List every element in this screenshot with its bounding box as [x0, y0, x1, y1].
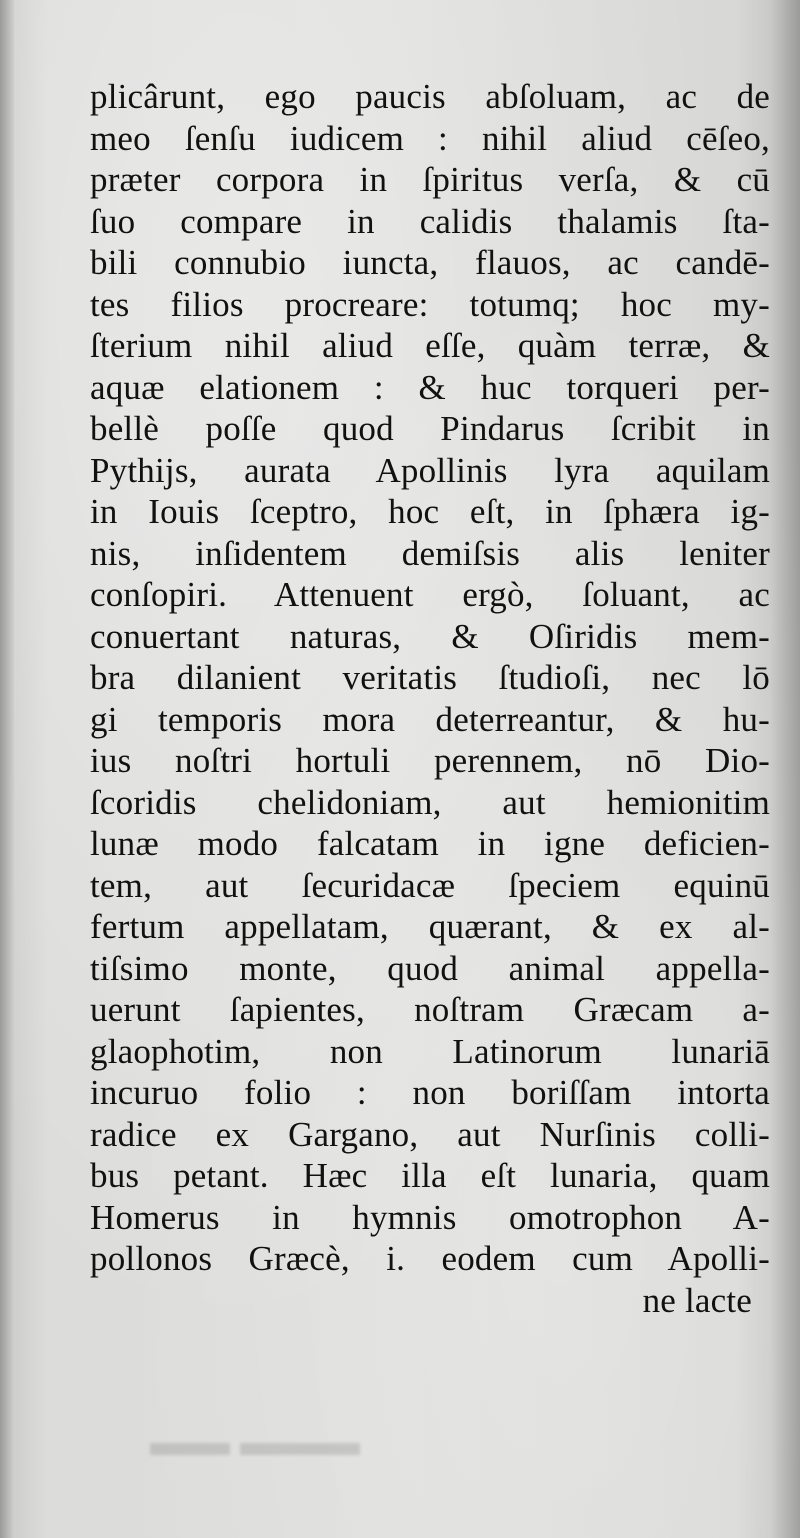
text-line: præter corpora in ſpiritus verſa, & cū [90, 160, 770, 199]
text-line: plicârunt, ego paucis abſoluam, ac de [90, 77, 770, 116]
text-line: radice ex Gargano, aut Nurſinis colli- [90, 1114, 770, 1154]
page-text-block [90, 76, 770, 1321]
text-line: ſcoridis chelidoniam, aut hemionitim [90, 782, 770, 822]
show-through-ink: ▬▬▬ ▬▬ [150, 1419, 360, 1464]
page-binding-edge [0, 0, 14, 1538]
text-line: Pythijs, aurata Apollinis lyra aquilam [90, 450, 770, 490]
text-line: tem, aut ſecuridacæ ſpeciem equinū [90, 865, 770, 905]
text-line: nis, inſidentem demiſsis alis leniter [90, 533, 770, 573]
text-line: ius noſtri hortuli perennem, nō Dio- [90, 741, 770, 780]
text-line: bellè poſſe quod Pindarus ſcribit in [90, 409, 770, 448]
catchword-line: ne lacte [642, 1280, 752, 1320]
text-line: conuertant naturas, & Oſiridis mem- [90, 616, 770, 656]
text-line: bra dilanient veritatis ſtudioſi, nec lō [90, 658, 770, 697]
text-line: meo ſenſu iudicem : nihil aliud cēſeo, [90, 118, 770, 158]
page-edge-shadow [770, 0, 800, 1538]
text-line: Homerus in hymnis omotrophon A- [90, 1197, 770, 1237]
text-line: incuruo folio : non boriſſam intorta [90, 1073, 770, 1112]
text-line: ſuo compare in calidis thalamis ſta- [90, 201, 770, 241]
text-line: in Iouis ſceptro, hoc eſt, in ſphæra ig- [90, 492, 770, 531]
text-line: fertum appellatam, quærant, & ex al- [90, 907, 770, 946]
text-line: glaophotim, non Latinorum lunariā [90, 1031, 770, 1071]
text-line: pollonos Græcè, i. eodem cum Apolli- [90, 1239, 770, 1278]
text-line: bus petant. Hæc illa eſt lunaria, quam [90, 1156, 770, 1195]
text-line: aquæ elationem : & huc torqueri per- [90, 367, 770, 407]
text-line: tes filios procreare: totumq; hoc my- [90, 284, 770, 324]
text-line: bili connubio iuncta, flauos, ac candē- [90, 243, 770, 282]
text-line: tiſsimo monte, quod animal appella- [90, 948, 770, 988]
text-line: uerunt ſapientes, noſtram Græcam a- [90, 990, 770, 1029]
text-line: gi temporis mora deterreantur, & hu- [90, 699, 770, 739]
text-line: ſterium nihil aliud eſſe, quàm terræ, & [90, 326, 770, 365]
text-line: conſopiri. Attenuent ergò, ſoluant, ac [90, 575, 770, 614]
text-line: lunæ modo falcatam in igne deficien- [90, 824, 770, 863]
